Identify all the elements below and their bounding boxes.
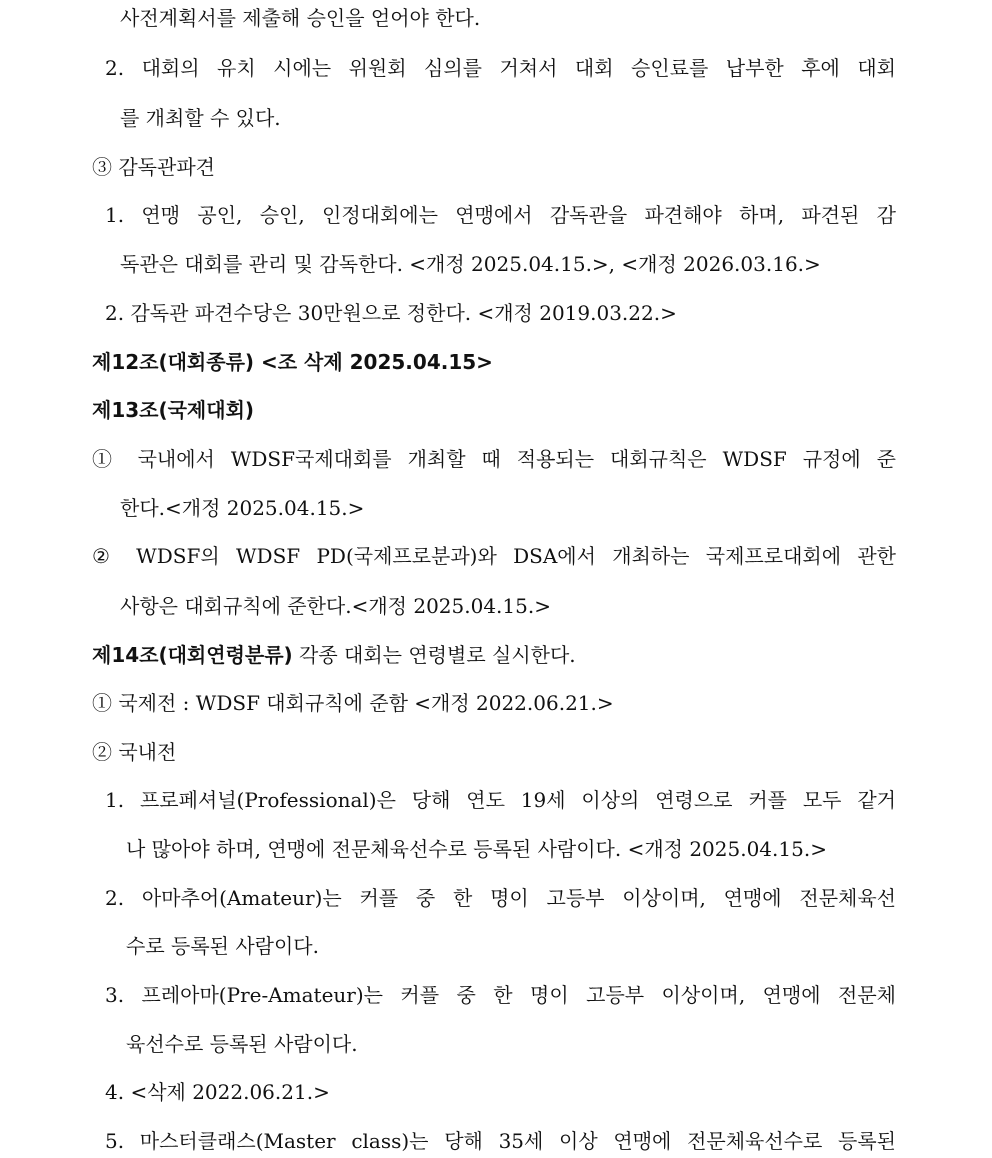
text-line: 1. 연맹 공인, 승인, 인정대회에는 연맹에서 감독관을 파견해야 하며, 파견된 감: [105, 203, 896, 227]
section-item: ① 국제전 : WDSF 대회규칙에 준함 <개정 2022.06.21.>: [92, 691, 614, 715]
text-line: 를 개최할 수 있다.: [120, 106, 281, 130]
text-line: 2. 감독관 파견수당은 30만원으로 정한다. <개정 2019.03.22.>: [105, 301, 677, 325]
text-line: 1. 프로페셔널(Professional)은 당해 연도 19세 이상의 연령으로 커플 모두 같거: [105, 788, 896, 812]
text-line: 사항은 대회규칙에 준한다.<개정 2025.04.15.>: [120, 594, 551, 618]
text-line: 2. 아마추어(Amateur)는 커플 중 한 명이 고등부 이상이며, 연맹에 전문체육선: [105, 886, 896, 910]
article-heading: 제13조(국제대회): [92, 398, 255, 422]
article-heading: 제12조(대회종류) <조 삭제 2025.04.15>: [92, 350, 493, 374]
text-line: 3. 프레아마(Pre-Amateur)는 커플 중 한 명이 고등부 이상이며, 연맹에 전문체: [105, 983, 896, 1007]
text-line: 육선수로 등록된 사람이다.: [126, 1032, 358, 1056]
text-line: 2. 대회의 유치 시에는 위원회 심의를 거쳐서 대회 승인료를 납부한 후에 대회: [105, 56, 896, 80]
text-line: 한다.<개정 2025.04.15.>: [120, 496, 365, 520]
section-item: ② 국내전: [92, 740, 177, 764]
text-line: 5. 마스터클래스(Master class)는 당해 35세 이상 연맹에 전문체육선수로 등록된: [105, 1129, 896, 1153]
text-line: 4. <삭제 2022.06.21.>: [105, 1080, 330, 1104]
section-item: ③ 감독관파견: [92, 155, 215, 179]
text-line: 사전계획서를 제출해 승인을 얻어야 한다.: [120, 6, 481, 30]
text-line: 수로 등록된 사람이다.: [126, 934, 319, 958]
text-line: 독관은 대회를 관리 및 감독한다. <개정 2025.04.15.>, <개정 2026.03.16.>: [120, 252, 821, 276]
text-line: 나 많아야 하며, 연맹에 전문체육선수로 등록된 사람이다. <개정 2025.04.15.>: [126, 837, 827, 861]
text-line: ② WDSF의 WDSF PD(국제프로분과)와 DSA에서 개최하는 국제프로대회에 관한: [92, 544, 896, 568]
article-heading: 제14조(대회연령분류): [92, 643, 293, 667]
article-description: 각종 대회는 연령별로 실시한다.: [299, 643, 576, 667]
article-heading-line: [92, 642, 576, 668]
text-line: ① 국내에서 WDSF국제대회를 개최할 때 적용되는 대회규칙은 WDSF 규정에 준: [92, 447, 896, 471]
